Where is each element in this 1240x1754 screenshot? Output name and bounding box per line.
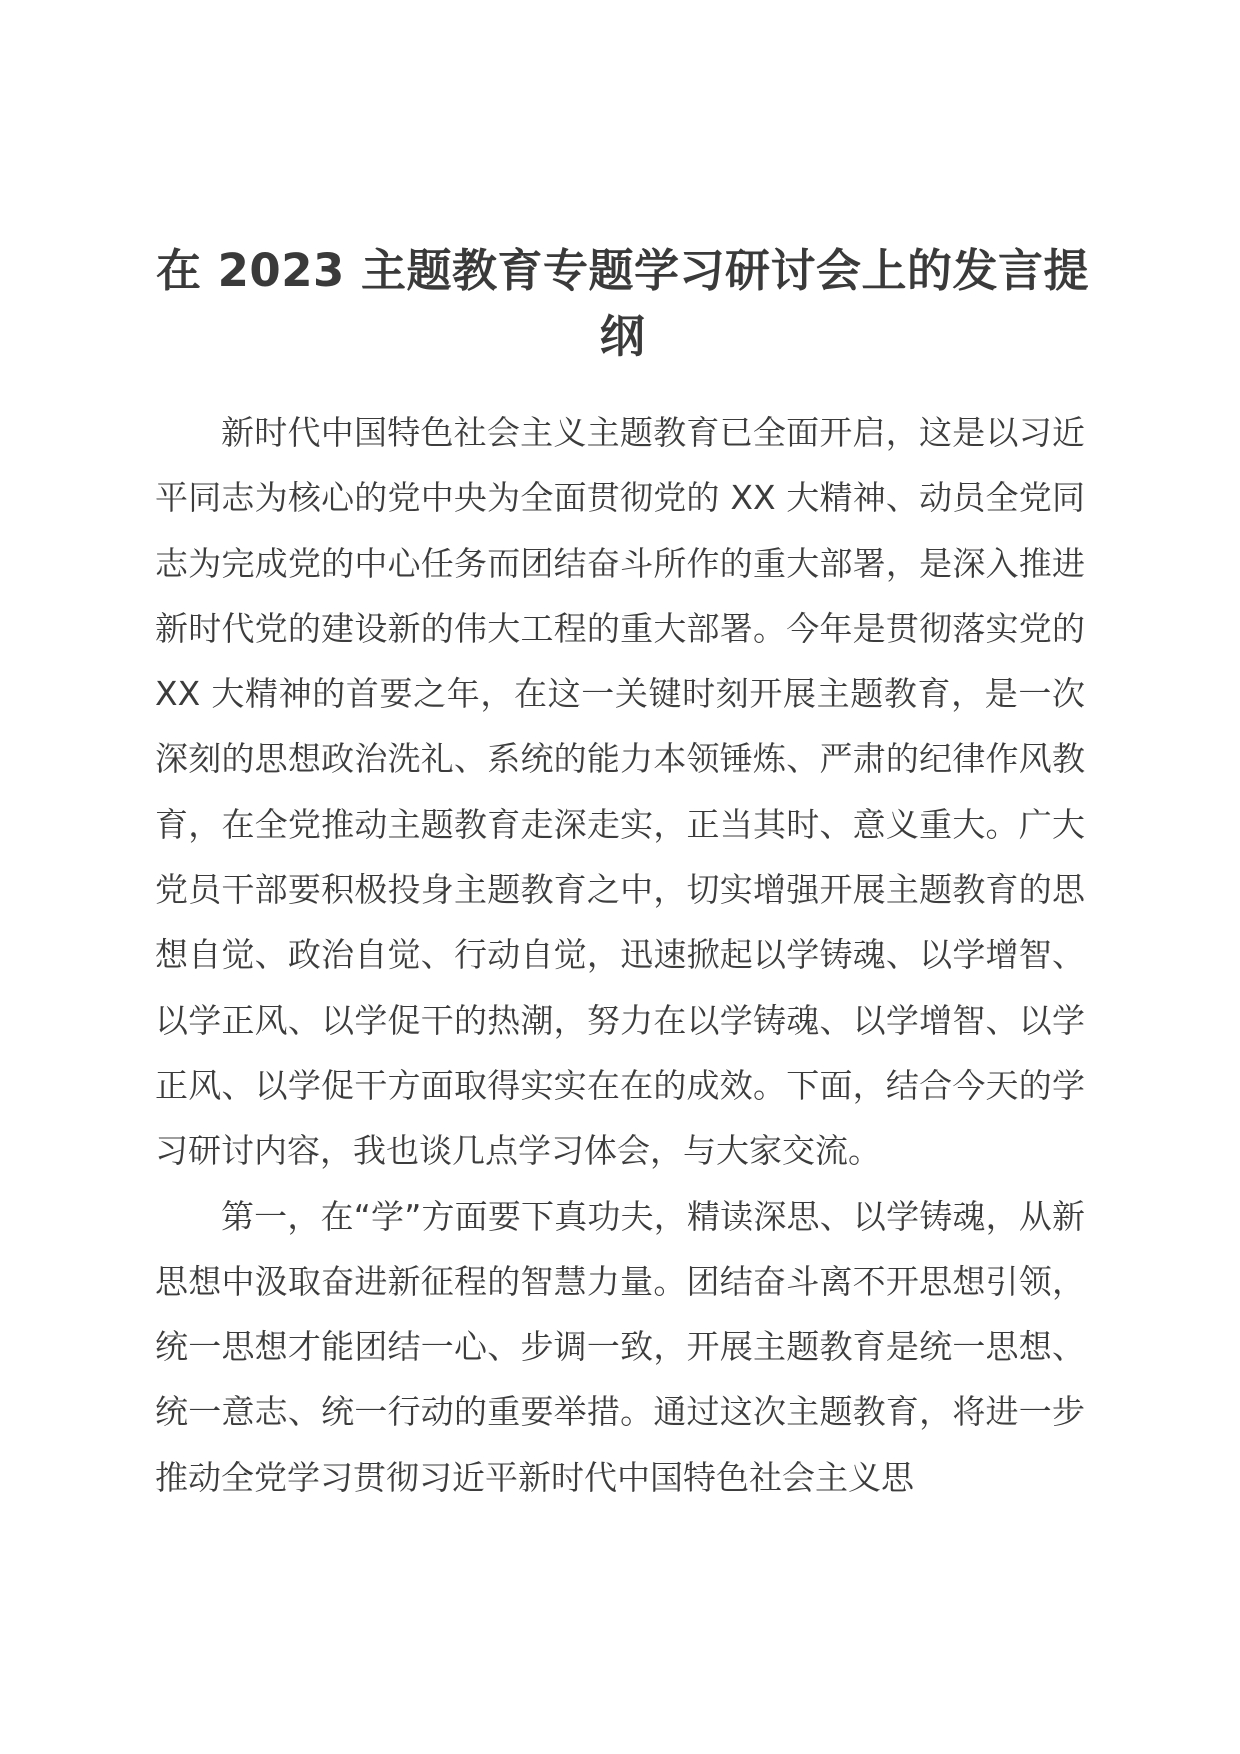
paragraph-intro: 新时代中国特色社会主义主题教育已全面开启，这是以习近平同志为核心的党中央为全面贯彻党的 XX 大精神、动员全党同志为完成党的中心任务而团结奋斗所作的重大部署，是深入推进新时代党的建设新的伟大工程的重大部署。今年是贯彻落实党的 XX 大精神的首要之年，在这一关键时刻开展主题教育，是一次深刻的思想政治洗礼、系统的能力本领锤炼、严肃的纪律作风教育，在全党推动主题教育走深走实，正当其时、意义重大。广大党员干部要积极投身主题教育之中，切实增强开展主题教育的思想自觉、政治自觉、行动自觉，迅速掀起以学铸魂、以学增智、以学正风、以学促干的热潮，努力在以学铸魂、以学增智、以学正风、以学促干方面取得实实在在的成效。下面，结合今天的学习研讨内容，我也谈几点学习体会，与大家交流。 [155, 413, 1085, 1171]
document-title: 在 2023 主题教育专题学习研讨会上的发言提纲 [155, 244, 1090, 363]
paragraph-first-point: 第一，在“学”方面要下真功夫，精读深思、以学铸魂，从新思想中汲取奋进新征程的智慧力量。团结奋斗离不开思想引领，统一思想才能团结一心、步调一致，开展主题教育是统一思想、统一意志、统一行动的重要举措。通过这次主题教育，将进一步推动全党学习贯彻习近平新时代中国特色社会主义思 [155, 1196, 1085, 1497]
document-body [155, 400, 1085, 1510]
